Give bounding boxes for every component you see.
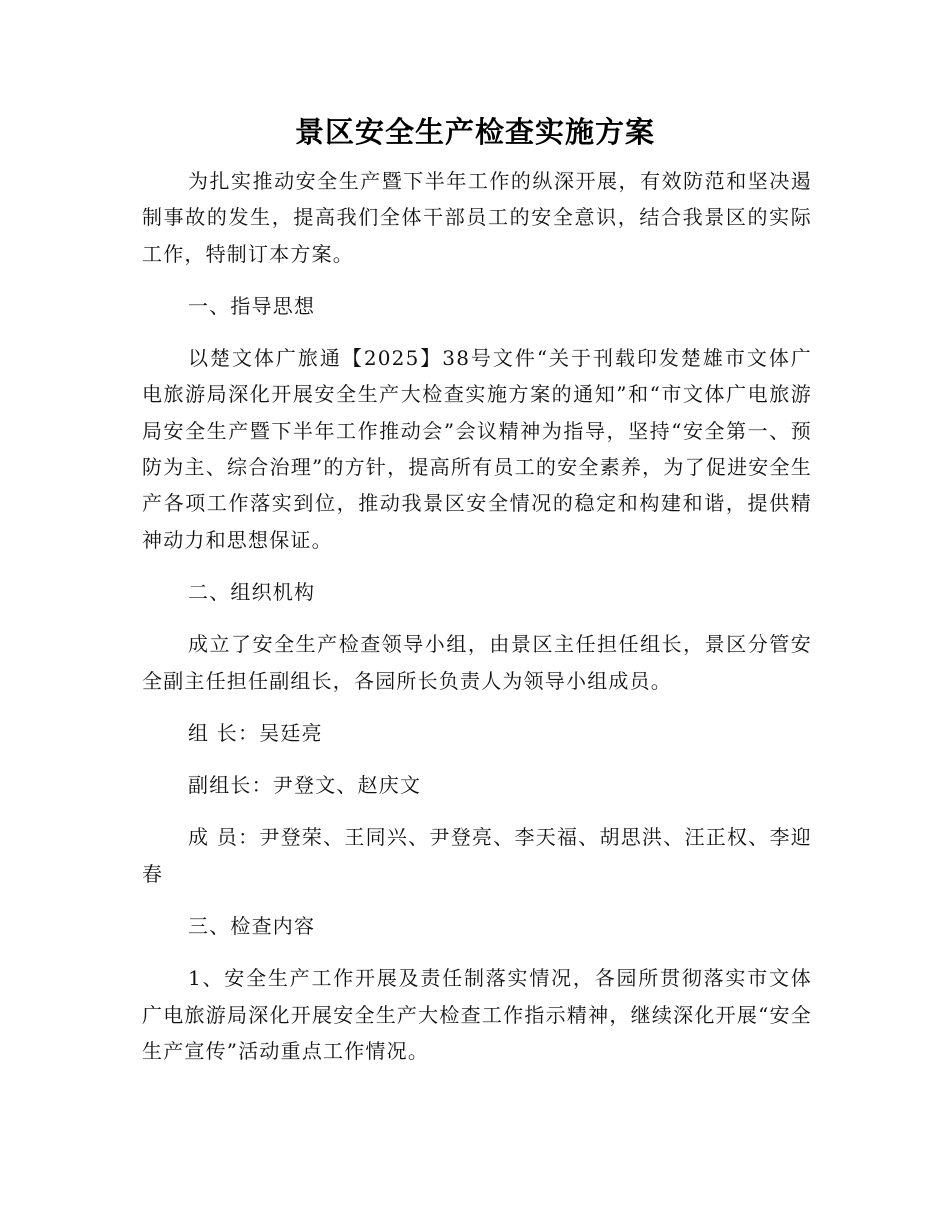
document-title: 景区安全生产检查实施方案 <box>294 115 655 149</box>
organization-paragraph: 成立了安全生产检查领导小组，由景区主任担任组长，景区分管安全副主任担任副组长，各园所长负责人为领导小组成员。 <box>142 632 812 693</box>
inspection-item-1: 1、安全生产工作开展及责任制落实情况，各园所贯彻落实市文体广电旅游局深化开展安全生产大检查工作指示精神，继续深化开展“安全生产宣传”活动重点工作情况。 <box>142 966 812 1063</box>
document-body <box>142 163 812 1085</box>
section-heading-guiding-thought: 一、指导思想 <box>188 293 316 318</box>
deputy-leader-line: 副组长：尹登文、赵庆文 <box>188 773 422 798</box>
intro-paragraph: 为扎实推动安全生产暨下半年工作的纵深开展，有效防范和坚决遏制事故的发生，提高我们全体干部员工的安全意识，结合我景区的实际工作，特制订本方案。 <box>142 169 812 266</box>
guiding-thought-paragraph: 以楚文体广旅通【2025】38号文件“关于刊载印发楚雄市文体广电旅游局深化开展安全生产大检查实施方案的通知”和“市文体广电旅游局安全生产暨下半年工作推动会”会议精神为指导，坚持“安全第一、预防为主、综合治理”的方针，提高所有员工的安全素养，为了促进安全生产各项工作落实到位，推动我景区安全情况的稳定和构建和谐，提供精神动力和思想保证。 <box>142 346 812 552</box>
section-heading-inspection-content: 三、检查内容 <box>188 914 316 939</box>
members-line: 成 员：尹登荣、王同兴、尹登亮、李天福、胡思洪、汪正权、李迎春 <box>142 825 812 886</box>
section-heading-organization: 二、组织机构 <box>188 579 316 604</box>
team-leader-line: 组 长：吴廷亮 <box>188 720 323 745</box>
